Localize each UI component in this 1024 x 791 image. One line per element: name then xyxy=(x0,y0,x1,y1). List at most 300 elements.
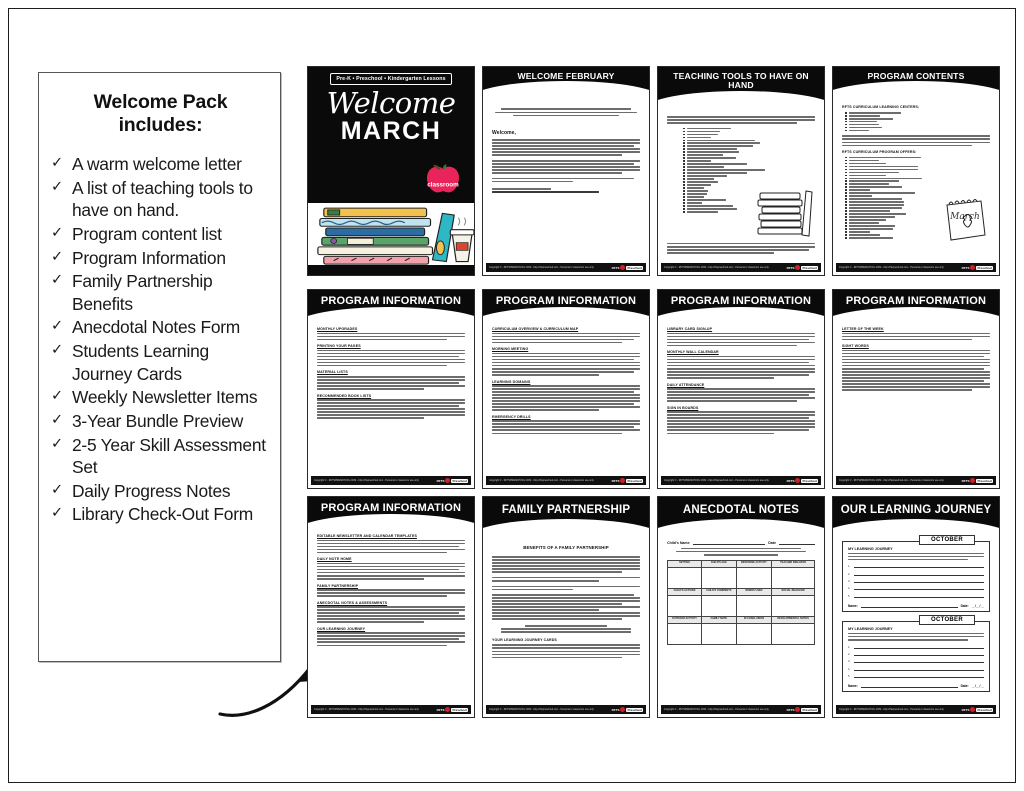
logo-secondary-text: Preschool xyxy=(977,707,992,712)
check-icon: ✓ xyxy=(51,248,63,265)
list-item-label xyxy=(687,184,712,186)
list-item xyxy=(683,134,815,136)
list-item xyxy=(845,157,990,159)
section-body-text xyxy=(492,385,640,411)
logo-primary-text: RFTS xyxy=(611,265,620,270)
objective-input[interactable] xyxy=(854,594,984,598)
list-item-label xyxy=(687,151,739,153)
section-heading: SIGN IN BOARDS xyxy=(667,405,699,410)
footer-copyright: Copyright © - RFTSPRESCHOOL.COM - http://rftspreschool.com - Personal or classroom use only. xyxy=(839,266,945,269)
cover-script-word: Welcome xyxy=(326,86,456,120)
list-item-label xyxy=(849,186,903,188)
list-item xyxy=(845,192,990,194)
table-row[interactable] xyxy=(668,595,815,616)
apple-icon xyxy=(620,707,625,712)
footer-copyright: Copyright © - RFTSPRESCHOOL.COM - http://rftspreschool.com - Personal or classroom use only. xyxy=(489,266,595,269)
objective-input[interactable] xyxy=(854,667,984,671)
list-item xyxy=(683,154,815,156)
section-body-text xyxy=(842,333,990,341)
check-icon: ✓ xyxy=(51,178,63,195)
child-name-date-row xyxy=(667,540,815,545)
objective-number: 3. xyxy=(848,580,851,584)
date-mask: __/__/__ xyxy=(971,603,984,608)
list-item xyxy=(845,130,990,132)
list-item xyxy=(845,166,990,168)
list-item-label xyxy=(849,225,895,227)
list-item-label xyxy=(687,178,714,180)
objective-number: 5. xyxy=(848,594,851,598)
page-header-band xyxy=(483,290,649,316)
apple-icon xyxy=(970,478,975,483)
list-item-label xyxy=(687,205,733,207)
list-item xyxy=(683,140,815,142)
rfts-logo xyxy=(437,478,468,483)
page-footer xyxy=(661,705,821,714)
list-item-label: Program Information xyxy=(72,247,226,268)
list-item xyxy=(51,270,270,315)
section-body-text xyxy=(317,632,465,646)
section-body-text xyxy=(317,563,465,580)
section-heading: RECOMMENDED BOOK LISTS xyxy=(317,393,372,398)
list-item xyxy=(845,112,990,114)
section-body-text xyxy=(667,411,815,434)
apple-icon xyxy=(795,478,800,483)
program-info-2-title: PROGRAM INFORMATION xyxy=(495,295,637,307)
card-footer xyxy=(848,603,984,608)
rfts-logo xyxy=(962,707,993,712)
table-cell[interactable] xyxy=(702,623,737,644)
thumbnail-teaching-tools[interactable] xyxy=(657,66,825,276)
table-header-row xyxy=(668,616,815,623)
logo-primary-text: RFTS xyxy=(961,707,970,712)
list-item-label xyxy=(849,228,894,230)
list-item xyxy=(845,178,990,180)
rfts-logo xyxy=(787,265,818,270)
thumbnail-cover-welcome-march[interactable] xyxy=(307,66,475,276)
name-input[interactable] xyxy=(861,603,958,608)
learning-journey-cards-heading: YOUR LEARNING JOURNEY CARDS xyxy=(492,637,557,642)
table-cell[interactable] xyxy=(702,595,737,616)
list-item-label xyxy=(849,160,879,162)
list-item xyxy=(845,115,990,117)
list-item-label xyxy=(849,169,918,171)
list-item-label xyxy=(687,169,765,171)
list-item xyxy=(683,172,815,174)
anecdotal-notes-table[interactable] xyxy=(667,560,815,645)
thumbnail-program-information-2[interactable] xyxy=(482,289,650,489)
section-body-text xyxy=(667,388,815,402)
list-item-label xyxy=(687,181,719,183)
objective-input[interactable] xyxy=(854,645,984,649)
objective-input[interactable] xyxy=(854,674,984,678)
section-body-text xyxy=(317,350,465,367)
footer-copyright: Copyright © - RFTSPRESCHOOL.COM - http://rftspreschool.com - Personal or classroom use only. xyxy=(664,479,770,482)
page-header-band xyxy=(658,290,824,316)
table-header-cell: CHILD'S AGE xyxy=(702,560,737,567)
program-info-1-title: PROGRAM INFORMATION xyxy=(320,295,462,307)
list-item-label xyxy=(849,115,881,117)
table-cell[interactable] xyxy=(668,595,702,616)
page-footer xyxy=(836,705,996,714)
list-item xyxy=(845,183,990,185)
list-item-label xyxy=(849,124,879,126)
list-item-label xyxy=(849,112,901,114)
name-label: Name: xyxy=(848,603,858,608)
list-item-label: Weekly Newsletter Items xyxy=(72,387,258,408)
list-item xyxy=(683,131,815,133)
page-header-band xyxy=(658,497,824,528)
card-footer xyxy=(848,683,984,688)
page-header-band xyxy=(483,497,649,528)
list-item xyxy=(51,223,270,246)
list-item-label: Daily Progress Notes xyxy=(72,480,231,501)
section-heading: MATERIAL LISTS xyxy=(317,370,348,375)
footer-copyright: Copyright © - RFTSPRESCHOOL.COM - http://rftspreschool.com - Personal or classroom use only. xyxy=(489,708,595,711)
table-cell[interactable] xyxy=(772,623,815,644)
page-footer xyxy=(836,476,996,485)
apple-icon xyxy=(620,265,625,270)
section-heading: PRINTING YOUR PAGES xyxy=(317,344,361,349)
list-item-label xyxy=(849,180,900,182)
teaching-tools-title: TEACHING TOOLS TO HAVE ON HAND xyxy=(673,71,809,91)
objective-number: 2. xyxy=(848,652,851,656)
list-item-label xyxy=(849,163,887,165)
objective-number: 4. xyxy=(848,587,851,591)
list-item-label xyxy=(687,166,725,168)
objective-input[interactable] xyxy=(854,572,984,576)
check-icon: ✓ xyxy=(51,388,63,405)
table-row[interactable] xyxy=(668,567,815,588)
list-item-label xyxy=(687,154,723,156)
welcome-letter-title: WELCOME FEBRUARY xyxy=(517,71,615,81)
logo-primary-text: RFTS xyxy=(961,265,970,270)
anecdotal-note-text xyxy=(673,548,809,556)
list-item-label xyxy=(687,148,738,150)
objective-number: 4. xyxy=(848,667,851,671)
objective-line[interactable] xyxy=(848,645,984,649)
logo-primary-text: RFTS xyxy=(786,265,795,270)
objective-number: 1. xyxy=(848,565,851,569)
book-stack-illustration xyxy=(308,203,474,265)
list-item-label xyxy=(849,207,903,209)
child-name-input[interactable] xyxy=(693,540,766,545)
date-label: Date: xyxy=(960,603,969,608)
list-item xyxy=(845,124,990,126)
section-body-text xyxy=(492,333,640,344)
page-header-band xyxy=(833,290,999,316)
section-heading: DAILY ATTENDANCE xyxy=(667,382,705,387)
books-outline-illustration xyxy=(756,185,814,237)
objective-number: 3. xyxy=(848,660,851,664)
table-header-cell: WORDS USED xyxy=(736,588,772,595)
page-footer xyxy=(311,476,471,485)
page-header-band xyxy=(658,67,824,100)
logo-primary-text: RFTS xyxy=(611,707,620,712)
footer-copyright: Copyright © - RFTSPRESCHOOL.COM - http://rftspreschool.com - Personal or classroom use only. xyxy=(489,479,595,482)
table-cell[interactable] xyxy=(736,595,772,616)
thumbnail-our-learning-journey[interactable] xyxy=(832,496,1000,718)
apple-classroom-badge-icon xyxy=(421,164,465,194)
table-cell[interactable] xyxy=(668,567,702,588)
list-item xyxy=(51,480,270,503)
table-header-cell: SOCIAL BEHAVIOR xyxy=(772,588,815,595)
list-item-label xyxy=(849,237,894,239)
objective-input[interactable] xyxy=(854,579,984,583)
thumbnail-anecdotal-notes[interactable] xyxy=(657,496,825,718)
table-header-row xyxy=(668,560,815,567)
welcome-letter-salutation: Welcome, xyxy=(492,130,517,137)
list-item-label xyxy=(849,216,895,218)
learning-centers-list xyxy=(845,112,990,132)
list-item xyxy=(683,148,815,150)
list-item-label xyxy=(849,204,904,206)
card-title: MY LEARNING JOURNEY xyxy=(848,626,893,631)
list-item xyxy=(683,128,815,130)
section-heading: OUR LEARNING JOURNEY xyxy=(317,626,366,631)
logo-secondary-text: Preschool xyxy=(627,707,642,712)
objective-input[interactable] xyxy=(854,586,984,590)
table-header-cell: DEVELOPMENTAL NOTES xyxy=(772,616,815,623)
list-item-label xyxy=(849,198,903,200)
objective-input[interactable] xyxy=(854,564,984,568)
check-icon: ✓ xyxy=(51,505,63,522)
apple-icon xyxy=(795,265,800,270)
objective-line[interactable] xyxy=(848,652,984,656)
list-item-label xyxy=(687,160,712,162)
program-contents-title: PROGRAM CONTENTS xyxy=(867,71,965,81)
check-icon: ✓ xyxy=(51,342,63,358)
objective-line[interactable] xyxy=(848,579,984,583)
list-item-label xyxy=(687,190,709,192)
list-item-label xyxy=(687,211,719,213)
objective-number: 2. xyxy=(848,572,851,576)
list-item-label: Anecdotal Notes Form xyxy=(72,317,241,338)
table-header-cell: CHILD'S ACTIONS xyxy=(668,588,702,595)
list-item xyxy=(51,386,270,409)
section-heading: LIBRARY CARD SIGN-UP xyxy=(667,327,713,332)
table-cell[interactable] xyxy=(736,567,772,588)
rfts-logo xyxy=(612,478,643,483)
section-heading: LEARNING DOMAINS xyxy=(492,379,531,384)
program-info-4-title: PROGRAM INFORMATION xyxy=(845,295,987,307)
logo-primary-text: RFTS xyxy=(611,478,620,483)
list-item xyxy=(845,175,990,177)
page-footer xyxy=(486,476,646,485)
list-item xyxy=(683,151,815,153)
list-item xyxy=(51,316,270,339)
card-title: MY LEARNING JOURNEY xyxy=(848,546,893,551)
list-item-label xyxy=(687,131,720,133)
date-input[interactable] xyxy=(779,540,815,545)
footer-copyright: Copyright © - RFTSPRESCHOOL.COM - http://rftspreschool.com - Personal or classroom use only. xyxy=(314,708,420,711)
list-item xyxy=(845,160,990,162)
list-item xyxy=(683,142,815,144)
section-heading: SIGHT WORDS xyxy=(842,344,869,349)
section-body-text xyxy=(492,420,640,434)
check-icon: ✓ xyxy=(51,318,63,335)
section-body-text xyxy=(842,350,990,391)
objective-line[interactable] xyxy=(848,667,984,671)
objective-line[interactable] xyxy=(848,564,984,568)
cover-month: MARCH xyxy=(340,116,442,145)
list-item-label xyxy=(849,178,923,180)
thumbnail-program-information-1[interactable] xyxy=(307,289,475,489)
list-item-label: 2-5 Year Skill Assessment Set xyxy=(72,434,266,478)
objective-line[interactable] xyxy=(848,659,984,663)
list-item xyxy=(683,178,815,180)
table-cell[interactable] xyxy=(702,567,737,588)
list-item-label: Program content list xyxy=(72,223,222,244)
section-heading: MORNING MEETING xyxy=(492,347,529,352)
section-body-text xyxy=(492,353,640,376)
list-item-label xyxy=(687,202,703,204)
svg-text:March: March xyxy=(950,212,980,222)
list-item xyxy=(845,189,990,191)
footer-copyright: Copyright © - RFTSPRESCHOOL.COM - http://rftspreschool.com - Personal or classroom use only. xyxy=(839,708,945,711)
apple-icon xyxy=(445,478,450,483)
table-header-cell: FAMILY NOTE xyxy=(702,616,737,623)
page-header-band xyxy=(483,67,649,90)
name-input[interactable] xyxy=(861,683,958,688)
table-cell[interactable] xyxy=(772,595,815,616)
list-item xyxy=(51,434,270,479)
apple-icon xyxy=(620,478,625,483)
thumbnail-welcome-february[interactable] xyxy=(482,66,650,276)
table-cell[interactable] xyxy=(668,623,702,644)
page-footer xyxy=(661,476,821,485)
list-item-label xyxy=(849,127,882,129)
table-header-cell: OUTDOOR ACTIVITY xyxy=(668,616,702,623)
thumbnail-program-information-4[interactable] xyxy=(832,289,1000,489)
section-heading: FAMILY PARTNERSHIP xyxy=(317,583,359,588)
objective-line[interactable] xyxy=(848,572,984,576)
logo-secondary-text: Preschool xyxy=(802,707,817,712)
footer-copyright: Copyright © - RFTSPRESCHOOL.COM - http://rftspreschool.com - Personal or classroom use only. xyxy=(314,479,420,482)
footer-copyright: Copyright © - RFTSPRESCHOOL.COM - http://rftspreschool.com - Personal or classroom use only. xyxy=(664,266,770,269)
logo-primary-text: RFTS xyxy=(961,478,970,483)
list-item-label xyxy=(687,208,738,210)
list-item-label xyxy=(849,210,891,212)
list-item-label xyxy=(849,231,871,233)
list-item-label xyxy=(849,130,869,132)
table-header-cell: IN CONCLUSION xyxy=(736,616,772,623)
rfts-logo xyxy=(787,478,818,483)
list-item-label xyxy=(849,189,871,191)
check-icon: ✓ xyxy=(51,272,63,289)
thumbnail-program-contents[interactable] xyxy=(832,66,1000,276)
objective-line[interactable] xyxy=(848,594,984,598)
learning-journey-title: OUR LEARNING JOURNEY xyxy=(840,504,992,516)
list-item xyxy=(683,169,815,171)
list-item xyxy=(683,137,815,139)
objective-number: 1. xyxy=(848,645,851,649)
logo-secondary-text: Preschool xyxy=(627,478,642,483)
section-body-text xyxy=(317,333,465,341)
card-intro-text xyxy=(848,553,984,561)
list-item xyxy=(51,247,270,270)
logo-secondary-text: Preschool xyxy=(802,265,817,270)
objective-line[interactable] xyxy=(848,586,984,590)
month-tab: OCTOBER xyxy=(919,535,975,545)
list-item-label: A warm welcome letter xyxy=(72,154,242,174)
page-footer xyxy=(486,705,646,714)
section-heading: EDITABLE NEWSLETTER AND CALENDAR TEMPLATES xyxy=(317,534,417,539)
list-item xyxy=(845,127,990,129)
list-item-label xyxy=(687,145,754,147)
page-header-band xyxy=(833,497,999,528)
list-item-label xyxy=(849,172,900,174)
rfts-logo xyxy=(787,707,818,712)
check-icon: ✓ xyxy=(51,224,63,241)
footer-copyright: Copyright © - RFTSPRESCHOOL.COM - http://rftspreschool.com - Personal or classroom use only. xyxy=(839,479,945,482)
list-item xyxy=(845,186,990,188)
page-footer xyxy=(311,705,471,714)
list-item-label xyxy=(687,157,736,159)
check-icon: ✓ xyxy=(51,155,63,171)
objective-line[interactable] xyxy=(848,674,984,678)
list-item xyxy=(845,118,990,120)
page-header-band xyxy=(308,497,474,523)
page-footer xyxy=(661,263,821,272)
logo-secondary-text: Preschool xyxy=(802,478,817,483)
table-cell[interactable] xyxy=(772,567,815,588)
list-item-label xyxy=(849,201,904,203)
list-item xyxy=(51,410,270,433)
list-item-label xyxy=(687,163,748,165)
page-title: Welcome Pack includes: xyxy=(93,91,228,136)
logo-secondary-text: Preschool xyxy=(627,265,642,270)
logo-primary-text: RFTS xyxy=(786,707,795,712)
list-item-label: 3-Year Bundle Preview xyxy=(72,410,244,431)
list-item-label xyxy=(849,121,878,123)
section-body-text xyxy=(317,606,465,623)
objective-input[interactable] xyxy=(854,659,984,663)
list-item xyxy=(51,340,270,385)
table-cell[interactable] xyxy=(736,623,772,644)
learning-journey-card[interactable] xyxy=(842,536,990,612)
page-footer xyxy=(836,263,996,272)
date-label: Date: xyxy=(960,684,969,689)
family-partnership-title: FAMILY PARTNERSHIP xyxy=(501,504,631,516)
apple-icon xyxy=(970,265,975,270)
list-item-label: Students Learning Journey Cards xyxy=(72,341,209,384)
section-heading: MONTHLY UPGRADES xyxy=(317,327,358,332)
list-item-label xyxy=(849,183,889,185)
section-heading: MONTHLY WALL CALENDAR xyxy=(667,350,719,355)
learning-centers-heading: RFTS CURRICULUM LEARNING CENTERS: xyxy=(842,105,920,110)
logo-primary-text: RFTS xyxy=(436,478,445,483)
list-item-label xyxy=(687,140,755,142)
thumbnail-program-information-3[interactable] xyxy=(657,289,825,489)
thumbnail-family-partnership[interactable] xyxy=(482,496,650,718)
program-info-5-title: PROGRAM INFORMATION xyxy=(320,502,462,514)
section-heading: EMERGENCY DRILLS xyxy=(492,414,531,419)
objective-input[interactable] xyxy=(854,652,984,656)
section-body-text xyxy=(317,376,465,390)
learning-journey-card[interactable] xyxy=(842,616,990,692)
list-item-label xyxy=(687,193,707,195)
program-offers-heading: RFTS CURRICULUM PROGRAM OFFERS: xyxy=(842,150,917,155)
list-item xyxy=(51,177,270,222)
logo-secondary-text: Preschool xyxy=(452,707,467,712)
section-body-text xyxy=(667,333,815,347)
family-partnership-subheading: BENEFITS OF A FAMILY PARTNERSHIP xyxy=(523,544,609,550)
thumbnail-program-information-5[interactable] xyxy=(307,496,475,718)
list-item-label xyxy=(849,157,921,159)
table-row[interactable] xyxy=(668,623,815,644)
page-header-band xyxy=(308,290,474,316)
list-item xyxy=(683,166,815,168)
